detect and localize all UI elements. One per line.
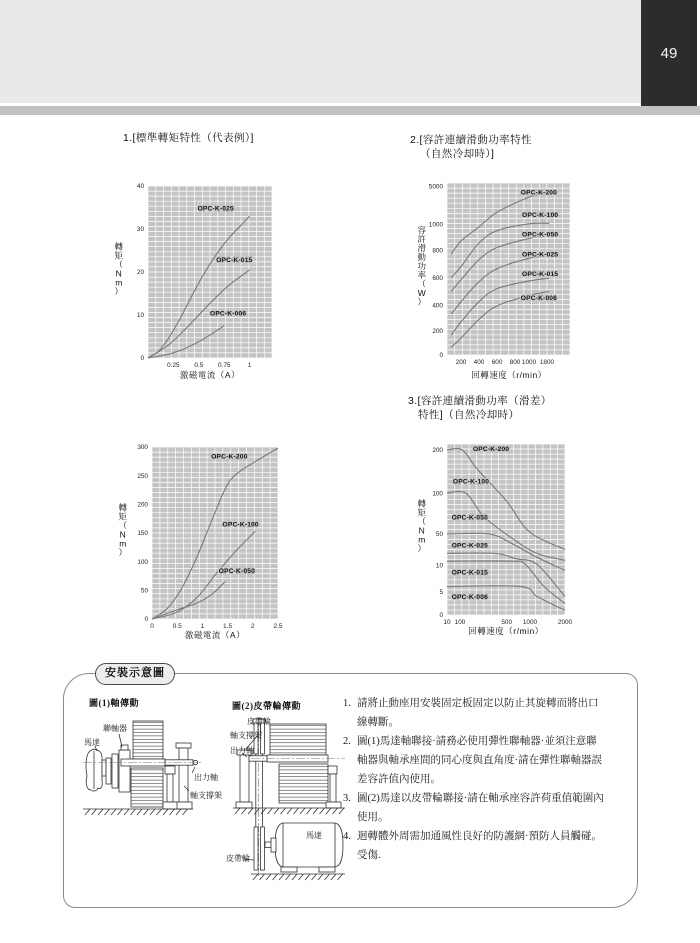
chart-2 [405,125,620,400]
svg-text:10: 10 [435,562,443,570]
svg-text:OPC-K-015: OPC-K-015 [451,569,488,577]
svg-text:50: 50 [140,587,148,595]
svg-text:5: 5 [439,589,443,597]
svg-text:3.[容許連續滑動功率（滑差）: 3.[容許連續滑動功率（滑差） [408,395,552,407]
svg-text:轉矩（Nm）: 轉矩（ N m ） [417,498,427,554]
svg-text:容許滑動功率（W）: 容許滑動功率（ W ） [417,225,427,307]
shaft-support-label-2: 軸支撐架 [230,731,262,740]
svg-text:2: 2 [251,623,255,630]
note-text: 迴轉體外周需加通風性良好的防護網·預防人員觸碰。 受傷. [357,831,602,861]
svg-text:200: 200 [432,328,443,336]
svg-text:1: 1 [247,362,252,369]
svg-text:10: 10 [443,619,451,626]
svg-text:1.5: 1.5 [223,623,233,630]
installation-note [343,694,639,732]
pulley-label-top: 皮帶輪 [247,717,271,726]
svg-text:OPC-K-100: OPC-K-100 [522,211,559,219]
motor-label-2: 馬達 [306,831,322,840]
svg-text:0.5: 0.5 [194,362,204,369]
chart-3 [95,430,310,670]
divider-strip [0,106,700,115]
svg-text:OPC-K-050: OPC-K-050 [218,567,256,575]
note-number: 2. [343,736,351,747]
svg-text:OPC-K-200: OPC-K-200 [472,446,510,454]
svg-text:600: 600 [491,359,503,366]
diagram2-title: 圖(2)皮帶輪傳動 [232,701,301,711]
svg-text:激磁電流（A）: 激磁電流（A） [179,370,241,380]
page-number-tab [641,0,697,107]
chart-1 [95,125,310,400]
installation-note [343,732,639,789]
installation-note [343,789,639,827]
svg-text:回轉速度（r/min）: 回轉速度（r/min） [468,626,544,636]
svg-text:150: 150 [137,530,148,538]
note-text: 圖(1)馬達軸聯接·請務必使用彈性聯軸器·並須注意聯 軸器與軸承座間的同心度與直角度·請在彈性聯軸器誤 差容許值內使用。 [357,736,602,785]
svg-text:OPC-K-015: OPC-K-015 [522,271,559,279]
svg-text:10: 10 [136,312,144,320]
svg-text:1.[標準轉矩特性（代表例）]: 1.[標準轉矩特性（代表例）] [123,132,254,144]
ground-hatch-upper [233,808,345,814]
svg-text:100: 100 [432,490,443,498]
svg-text:500: 500 [501,619,513,626]
svg-text:0: 0 [150,623,154,630]
svg-text:1: 1 [200,623,205,630]
shaft-support-drawing [163,743,192,809]
header-band [0,0,641,103]
svg-text:OPC-K-025: OPC-K-025 [451,542,488,550]
svg-text:0: 0 [439,352,443,360]
svg-text:1000: 1000 [428,221,443,229]
note-text: 請將止動座用安裝固定板固定以防止其旋轉而將出口 線轉斷。 [357,698,599,728]
svg-text:5000: 5000 [428,183,443,191]
svg-text:OPC-K-100: OPC-K-100 [222,521,259,529]
ground-hatch [83,809,193,815]
svg-text:轉矩（Nm）: 轉矩（ N m ） [114,241,124,297]
installation-note [343,827,639,865]
output-shaft-label-1: 出力軸 [194,773,218,782]
svg-text:OPC-K-050: OPC-K-050 [522,231,559,239]
svg-text:OPC-K-006: OPC-K-006 [210,310,247,318]
coupling-label: 聯軸器 [103,724,127,733]
svg-text:200: 200 [432,447,443,455]
output-shaft-label-2: 出力軸 [230,746,254,755]
svg-text:0.5: 0.5 [172,623,182,630]
svg-text:100: 100 [454,619,466,626]
svg-text:0.75: 0.75 [218,362,231,369]
note-number: 4. [343,831,351,842]
chart-4 [405,390,620,665]
svg-text:300: 300 [137,444,148,452]
coupling-drawing [106,745,130,792]
motor-drawing [86,749,106,791]
svg-text:0: 0 [144,616,148,624]
svg-text:20: 20 [136,269,144,277]
clutch-body-drawing [121,721,165,807]
svg-text:OPC-K-015: OPC-K-015 [216,256,253,264]
motor-drawing [265,823,343,872]
svg-text:200: 200 [137,501,148,509]
installation-section-header: 安裝示意圖 [95,663,175,685]
svg-text:2.5: 2.5 [273,623,283,630]
note-number: 3. [343,793,351,804]
svg-text:激磁電流（A）: 激磁電流（A） [184,630,246,640]
svg-text:800: 800 [432,247,443,255]
svg-text:OPC-K-006: OPC-K-006 [451,594,488,602]
svg-text:轉矩（Nm）: 轉矩（ N m ） [118,502,128,558]
svg-text:0: 0 [140,355,144,363]
svg-text:600: 600 [432,274,443,282]
page-number: 49 [660,45,678,62]
svg-text:回轉速度（r/min）: 回轉速度（r/min） [471,370,547,380]
svg-text:400: 400 [432,302,443,310]
svg-text:40: 40 [136,183,144,191]
diagram1-title: 圖(1)軸傳動 [89,698,139,708]
svg-text:1000: 1000 [521,359,537,366]
svg-text:0: 0 [439,612,443,620]
svg-text:OPC-K-025: OPC-K-025 [197,205,234,213]
svg-text:2000: 2000 [557,619,573,626]
svg-text:200: 200 [455,359,467,366]
svg-text:OPC-K-200: OPC-K-200 [520,189,558,197]
note-text: 圖(2)馬達以皮帶輪聯接·請在軸承座容許荷重值範圍內 使用。 [357,793,604,823]
installation-notes [343,694,639,865]
svg-text:250: 250 [137,472,148,480]
svg-text:100: 100 [137,558,148,566]
svg-text:0.25: 0.25 [167,362,180,369]
svg-text:OPC-K-200: OPC-K-200 [211,453,248,461]
svg-text:OPC-K-006: OPC-K-006 [520,295,558,303]
svg-text:50: 50 [435,531,443,539]
svg-text:2.[容許連續滑動功率特性: 2.[容許連續滑動功率特性 [410,134,532,146]
motor-label-1: 馬達 [84,738,100,747]
svg-text:1000: 1000 [522,619,538,626]
svg-text:（自然冷却時）]: （自然冷却時）] [420,148,495,160]
svg-text:OPC-K-025: OPC-K-025 [522,251,559,259]
svg-text:400: 400 [473,359,485,366]
svg-text:OPC-K-100: OPC-K-100 [452,478,490,486]
ground-hatch-lower [251,874,345,880]
svg-text:30: 30 [136,226,144,234]
belt-and-pulley-drawing [253,718,265,876]
svg-text:1800: 1800 [539,359,555,366]
shaft-support-label-1: 軸支撐架 [190,791,222,800]
svg-text:特性]（自然冷却時）: 特性]（自然冷却時） [418,409,520,421]
svg-text:OPC-K-050: OPC-K-050 [451,514,488,522]
svg-text:800: 800 [509,359,521,366]
pulley-label-bottom: 皮帶輪 [226,854,250,863]
diagram-shaft-drive [75,690,225,920]
note-number: 1. [343,698,351,709]
